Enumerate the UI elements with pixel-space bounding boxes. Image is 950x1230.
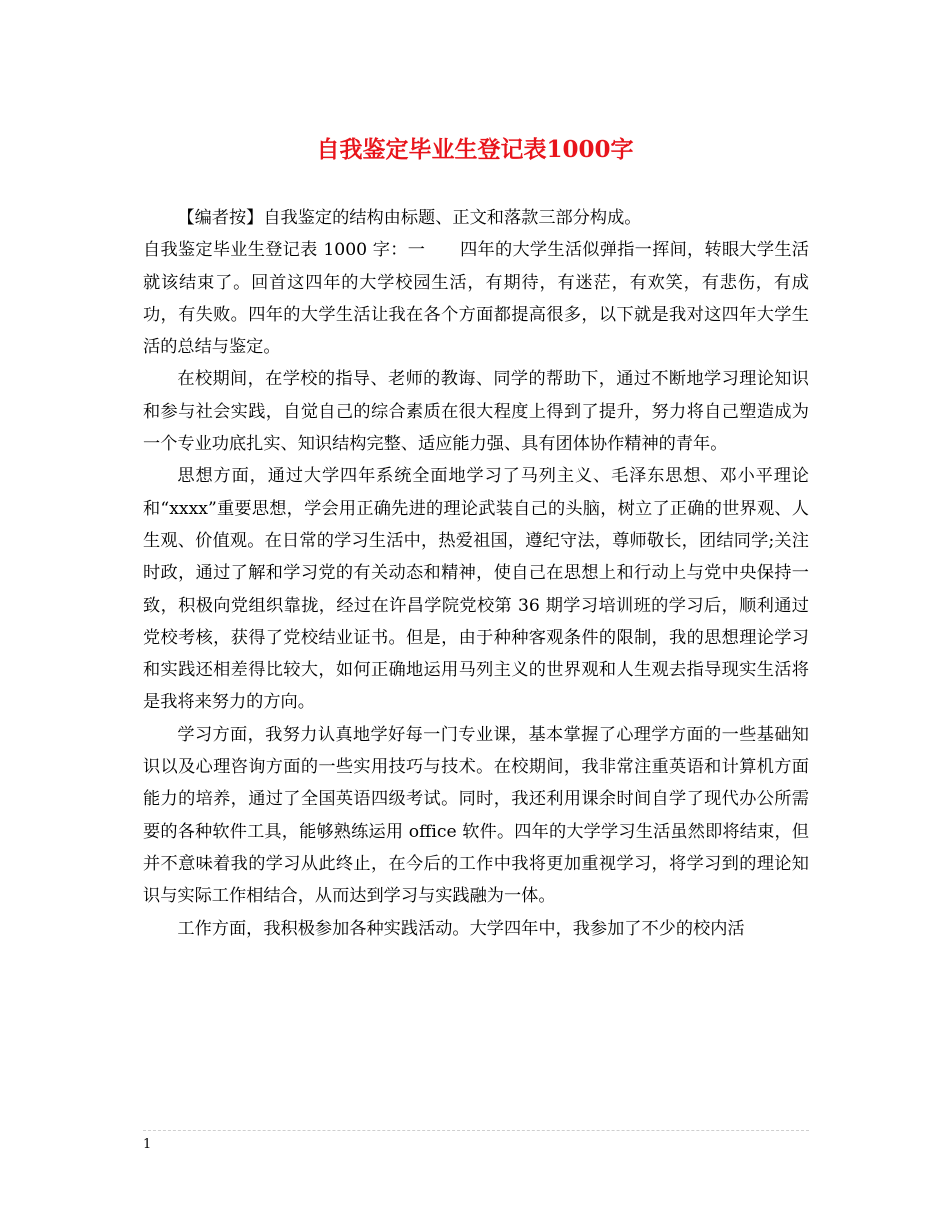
editor-note-paragraph: 【编者按】自我鉴定的结构由标题、正文和落款三部分构成。 [177, 208, 642, 228]
document-body [143, 202, 809, 945]
document-title: 自我鉴定毕业生登记表1000字 [316, 136, 634, 163]
work-paragraph: 工作方面，我积极参加各种实践活动。大学四年中，我参加了不少的校内活 [177, 918, 745, 939]
footer-divider [143, 1130, 809, 1131]
ideology-paragraph: 思想方面，通过大学四年系统全面地学习了马列主义、毛泽东思想、邓小平理论和“xxxx”重要思想，学会用正确先进的理论武装自己的头脑，树立了正确的世界观、人生观、价值观。在日常的学习生活中，热爱祖国，遵纪守法，尊师敬长，团结同学;关注时政，通过了解和学习党的有关动态和精神，使自己在思想上和行动上与党中央保持一致，积极向党组织靠拢，经过在许昌学院党校第 36 期学习培训班的学习后，顺利通过党校考核，获得了党校结业证书。但是，由于种种客观条件的限制，我的思想理论学习和实践还相差得比较大，如何正确地运用马列主义的世界观和人生观去指导现实生活将是我将来努力的方向。 [143, 466, 809, 713]
intro-paragraph: 自我鉴定毕业生登记表 1000 字：一 四年的大学生活似弹指一挥间，转眼大学生活就该结束了。回首这四年的大学校园生活，有期待，有迷茫，有欢笑，有悲伤，有成功，有失败。四年的大学生活让我在各个方面都提高很多，以下就是我对这四年大学生活的总结与鉴定。 [143, 240, 809, 358]
page-number: 1 [143, 1137, 152, 1152]
school-period-paragraph: 在校期间，在学校的指导、老师的教诲、同学的帮助下，通过不断地学习理论知识和参与社会实践，自觉自己的综合素质在很大程度上得到了提升，努力将自己塑造成为一个专业功底扎实、知识结构完整、适应能力强、具有团体协作精神的青年。 [143, 369, 809, 455]
study-paragraph: 学习方面，我努力认真地学好每一门专业课，基本掌握了心理学方面的一些基础知识以及心理咨询方面的一些实用技巧与技术。在校期间，我非常注重英语和计算机方面能力的培养，通过了全国英语四级考试。同时，我还利用课余时间自学了现代办公所需要的各种软件工具，能够熟练运用 office 软件。四年的大学学习生活虽然即将结束，但并不意味着我的学习从此终止，在今后的工作中我将更加重视学习，将学习到的理论知识与实际工作相结合，从而达到学习与实践融为一体。 [143, 724, 809, 907]
